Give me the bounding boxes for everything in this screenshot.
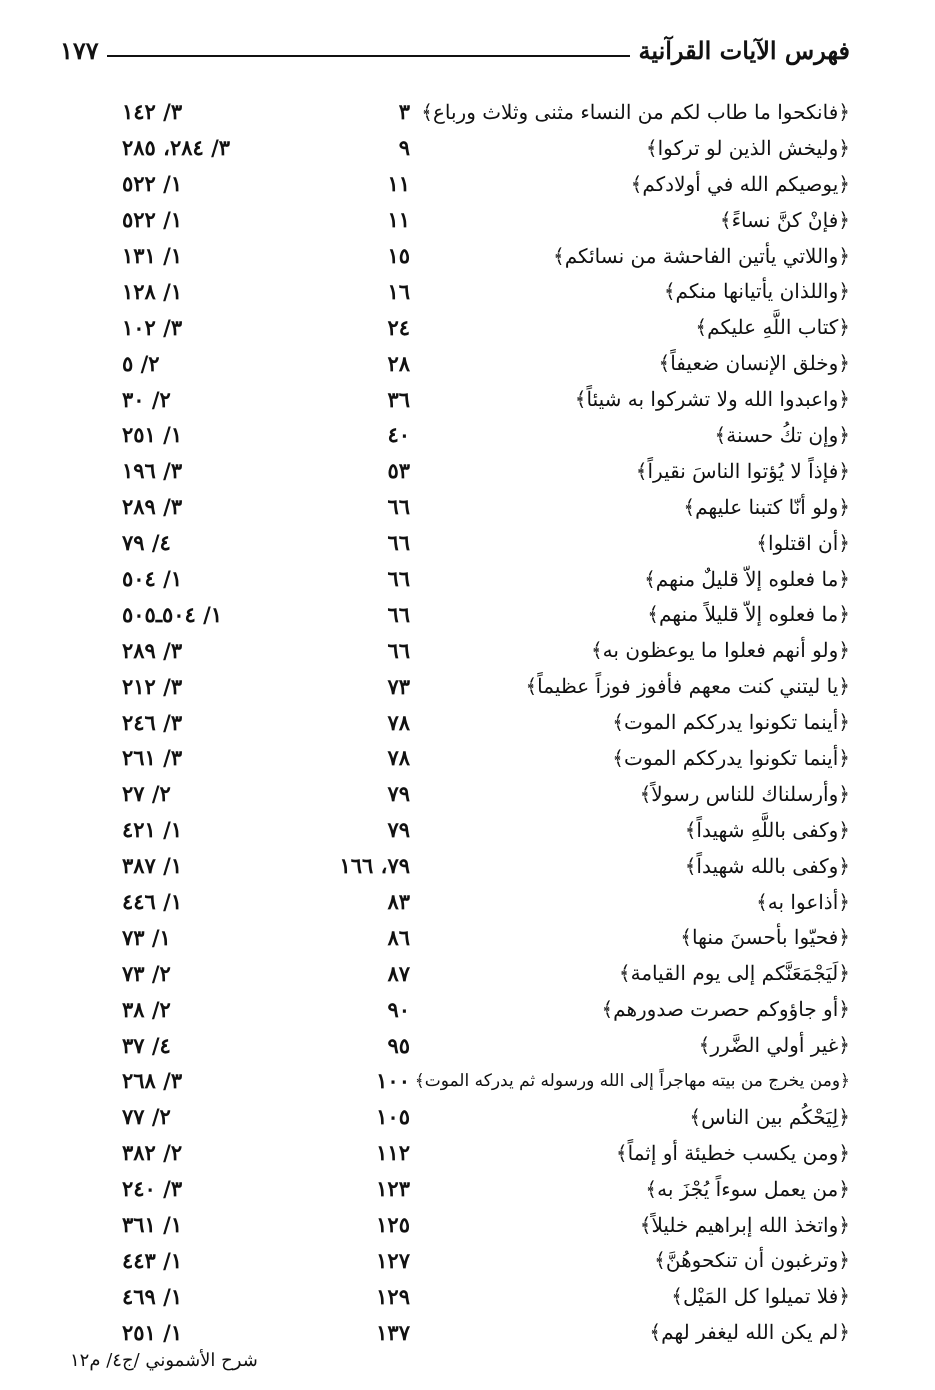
index-row: [60, 632, 850, 668]
verse-text: ﴿ولو أنّا كتبنا عليهم﴾: [683, 494, 850, 519]
verse-text: ﴿ومن يخرج من بيته مهاجراً إلى الله ورسوله ثم يدركه الموت﴾: [414, 1071, 850, 1092]
verse-number: ٧٩: [387, 781, 410, 807]
verse-number: ٧٨: [387, 709, 410, 735]
verse-number: ٦٦: [387, 494, 410, 520]
verse-text: ﴿ما فعلوه إلاّ قليلاً منهم﴾: [647, 602, 850, 627]
verse-text: ﴿فإذاً لا يُؤتوا الناسَ نقيراً﴾: [635, 458, 850, 483]
verse-text: ﴿وكفى بالله شهيداً﴾: [684, 853, 850, 878]
verse-text: ﴿وأرسلناك للناس رسولاً﴾: [639, 781, 850, 806]
volume-page-reference: ١/ ٥٢٢: [122, 207, 183, 233]
verse-number: ٧٣: [387, 673, 410, 699]
volume-page-reference: ٢/ ٣٨٢: [122, 1140, 183, 1166]
verse-number: ١٢٧: [376, 1247, 410, 1273]
index-row: [60, 812, 850, 848]
verse-text: ﴿فانكحوا ما طاب لكم من النساء مثنى وثلاث ورباع﴾: [421, 99, 850, 124]
verse-text: ﴿واللذان يأتيانها منكم﴾: [663, 279, 850, 304]
verse-number: ١٢٩: [376, 1283, 410, 1309]
index-row: [60, 202, 850, 238]
index-row: [60, 740, 850, 776]
index-row: [60, 1314, 850, 1350]
verse-number: ٢٨: [387, 350, 410, 376]
verse-text: ﴿أن اقتلوا﴾: [756, 530, 850, 555]
index-row: [60, 1278, 850, 1314]
verse-text: ﴿فلا تميلوا كل المَيْل﴾: [671, 1284, 850, 1309]
verse-number: ٨٦: [387, 924, 410, 950]
volume-page-reference: ١/ ٤٢١: [122, 817, 183, 843]
index-row: [60, 668, 850, 704]
index-row: [60, 489, 850, 525]
volume-page-reference: ٤/ ٧٩: [122, 530, 171, 556]
verse-number: ٧٩: [387, 817, 410, 843]
verse-number: ٧٩، ١٦٦: [339, 853, 410, 879]
verse-number: ١١: [387, 207, 410, 233]
verse-number: ٤٠: [387, 422, 410, 448]
verse-number: ١٥: [387, 243, 410, 268]
volume-page-reference: ١/ ٣٨٧: [122, 853, 183, 879]
verse-text: ﴿غير أولي الضَّرر﴾: [698, 1033, 850, 1058]
index-row: [60, 381, 850, 417]
footer-signature: شرح الأشموني /ج٤/ م١٢: [70, 1350, 258, 1371]
verse-number: ٨٣: [387, 889, 410, 915]
verse-text: ﴿لِيَحْكُم بين الناس﴾: [689, 1104, 850, 1129]
volume-page-reference: ١/ ٤٦٩: [122, 1283, 183, 1309]
index-row: [60, 525, 850, 561]
verse-text: ﴿واعبدوا الله ولا تشركوا به شيئاً﴾: [574, 387, 850, 412]
verse-number: ١٠٥: [376, 1104, 410, 1130]
index-row: [60, 561, 850, 597]
verse-number: ٣٦: [387, 386, 410, 412]
volume-page-reference: ١/ ٢٥١: [122, 1319, 183, 1345]
volume-page-reference: ١/ ١٣١: [122, 243, 183, 268]
index-row: [60, 596, 850, 632]
volume-page-reference: ٢/ ٧٧: [122, 1104, 171, 1130]
index-row: [60, 166, 850, 202]
volume-page-reference: ٣/ ١٩٦: [122, 458, 183, 484]
verse-text: ﴿وخلق الإنسان ضعيفاً﴾: [658, 351, 850, 376]
verse-text: ﴿وليخش الذين لو تركوا﴾: [645, 135, 850, 160]
verse-number: ١١٢: [376, 1140, 410, 1166]
volume-page-reference: ٣/ ٢٦١: [122, 745, 183, 771]
verse-number: ١٢٥: [376, 1212, 410, 1238]
verse-text: ﴿ومن يكسب خطيئة أو إثماً﴾: [615, 1140, 850, 1165]
header-rule: [107, 55, 631, 57]
index-row: [60, 1099, 850, 1135]
volume-page-reference: ٢/ ٣٠: [122, 386, 171, 412]
volume-page-reference: ٢/ ٣٨: [122, 996, 171, 1022]
index-row: [60, 130, 850, 166]
index-row: [60, 1243, 850, 1279]
volume-page-reference: ٢/ ٢٧: [122, 781, 171, 807]
index-row: [60, 1171, 850, 1207]
verse-text: ﴿فحيّوا بأحسنَ منها﴾: [680, 925, 850, 950]
page-title: فهرس الآيات القرآنية: [638, 35, 850, 65]
verse-text: ﴿من يعمل سوءاً يُجْزَ به﴾: [645, 1176, 850, 1201]
verse-text: ﴿يوصيكم الله في أولادكم﴾: [630, 171, 850, 196]
index-row: [60, 919, 850, 955]
index-row: [60, 1207, 850, 1243]
verse-text: ﴿واتخذ الله إبراهيم خليلاً﴾: [639, 1212, 850, 1237]
verse-number: ٩٠: [387, 996, 410, 1022]
verse-number: ١٠٠: [376, 1068, 410, 1094]
verse-number: ٦٦: [387, 601, 410, 627]
verse-number: ٦٦: [387, 566, 410, 592]
index-row: [60, 238, 850, 274]
volume-page-reference: ٤/ ٣٧: [122, 1032, 171, 1058]
volume-page-reference: ١/ ٥٠٤: [122, 566, 183, 592]
verse-number: ٦٦: [387, 530, 410, 556]
volume-page-reference: ٣/ ١٠٢: [122, 314, 183, 340]
verse-text: ﴿يا ليتني كنت معهم فأفوز فوزاً عظيماً﴾: [525, 674, 850, 699]
index-row: [60, 1027, 850, 1063]
verse-number: ١٢٣: [376, 1176, 410, 1202]
verse-number: ١١: [387, 171, 410, 197]
index-row: [60, 776, 850, 812]
volume-page-reference: ٣/ ٢٨٩: [122, 637, 183, 663]
volume-page-reference: ١/ ٢٥١: [122, 422, 183, 448]
verse-text: ﴿ما فعلوه إلاّ قليلٌ منهم﴾: [644, 566, 850, 591]
volume-page-reference: ١/ ٤٤٦: [122, 889, 183, 915]
volume-page-reference: ١/ ٣٦١: [122, 1212, 183, 1238]
verse-number: ٢٤: [387, 314, 410, 340]
verse-text: ﴿فإنْ كنَّ نساءً﴾: [719, 207, 850, 232]
page-number: ١٧٧: [60, 35, 99, 65]
volume-page-reference: ٣/ ٢٤٠: [122, 1176, 183, 1202]
index-row: [60, 1135, 850, 1171]
verse-text: ﴿أذاعوا به﴾: [756, 889, 850, 914]
volume-page-reference: ١/ ٥٠٤ـ٥٠٥: [122, 601, 223, 627]
index-row: [60, 417, 850, 453]
verse-number: ٩٥: [387, 1032, 410, 1058]
verse-text: ﴿ولو أنهم فعلوا ما يوعظون به﴾: [590, 638, 850, 663]
index-row: [60, 955, 850, 991]
index-row: [60, 453, 850, 489]
volume-page-reference: ٣/ ١٤٢: [122, 99, 183, 125]
index-row: [60, 848, 850, 884]
volume-page-reference: ١/ ١٢٨: [122, 278, 183, 304]
verse-text: ﴿لَيَجْمَعَنَّكم إلى يوم القيامة﴾: [618, 961, 850, 986]
verse-number: ٥٣: [387, 458, 410, 484]
volume-page-reference: ٢/ ٧٣: [122, 960, 171, 986]
verse-number: ١٦: [387, 278, 410, 304]
index-row: [60, 704, 850, 740]
verse-text: ﴿وكفى باللَّهِ شهيداً﴾: [684, 817, 850, 842]
verse-number: ٣: [398, 99, 410, 125]
volume-page-reference: ٢/ ٥: [122, 350, 160, 376]
verse-text: ﴿أينما تكونوا يدرككم الموت﴾: [612, 710, 850, 735]
index-row: [60, 273, 850, 309]
volume-page-reference: ١/ ٧٣: [122, 924, 171, 950]
volume-page-reference: ٣/ ٢١٢: [122, 673, 183, 699]
verse-text: ﴿وإن تكُ حسنة﴾: [714, 422, 850, 447]
verse-text: ﴿واللاتي يأتين الفاحشة من نسائكم﴾: [553, 243, 850, 268]
verse-text: ﴿لم يكن الله ليغفر لهم﴾: [649, 1320, 850, 1345]
verse-number: ٧٨: [387, 745, 410, 771]
index-row: [60, 884, 850, 920]
verse-index-table: [60, 94, 850, 1350]
volume-page-reference: ٣/ ٢٨٩: [122, 494, 183, 520]
verse-text: ﴿أينما تكونوا يدرككم الموت﴾: [612, 745, 850, 770]
verse-number: ٨٧: [387, 960, 410, 986]
volume-page-reference: ١/ ٥٢٢: [122, 171, 183, 197]
verse-number: ١٣٧: [376, 1319, 410, 1345]
verse-text: ﴿كتاب اللَّهِ عليكم﴾: [695, 315, 850, 340]
index-row: [60, 94, 850, 130]
volume-page-reference: ١/ ٤٤٣: [122, 1247, 183, 1273]
verse-number: ٩: [398, 135, 410, 161]
verse-number: ٦٦: [387, 637, 410, 663]
verse-text: ﴿وترغبون أن تنكحوهُنَّ﴾: [654, 1248, 850, 1273]
index-row: [60, 991, 850, 1027]
verse-text: ﴿أو جاؤوكم حصرت صدورهم﴾: [601, 997, 850, 1022]
volume-page-reference: ٣/ ٢٤٦: [122, 709, 183, 735]
index-row: [60, 1063, 850, 1099]
volume-page-reference: ٣/ ٢٦٨: [122, 1068, 183, 1094]
page-header: [60, 30, 850, 70]
index-row: [60, 309, 850, 345]
index-row: [60, 345, 850, 381]
volume-page-reference: ٣/ ٢٨٤، ٢٨٥: [122, 135, 231, 161]
